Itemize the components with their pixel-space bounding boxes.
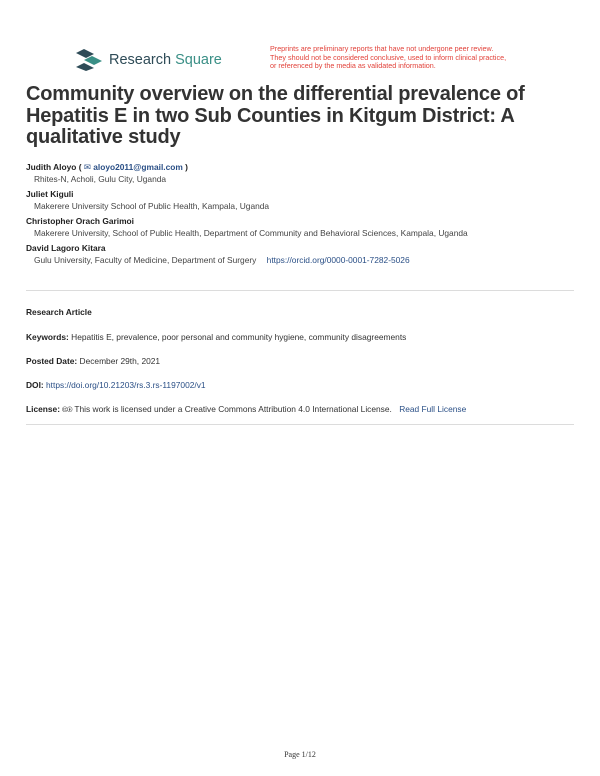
author-email-link[interactable]: aloyo2011@gmail.com <box>93 162 183 172</box>
author-affiliation <box>26 254 586 266</box>
article-type <box>26 307 586 318</box>
author-affiliation: Makerere University, School of Public Health, Department of Community and Behavioral Sciences, Kampala, Uganda <box>34 228 468 238</box>
disclaimer-line: They should not be considered conclusive, used to inform clinical practice, <box>270 52 507 62</box>
section-divider <box>26 290 574 291</box>
preprint-disclaimer <box>270 45 560 71</box>
author-affiliation: Rhites-N, Acholi, Gulu City, Uganda <box>34 174 167 184</box>
research-square-logo[interactable] <box>76 47 222 73</box>
email-icon: ✉ <box>83 162 91 172</box>
author-name: David Lagoro Kitara <box>26 243 106 253</box>
attribution-icon: 🅯 <box>67 405 73 414</box>
keywords-value: Hepatitis E, prevalence, poor personal and community hygiene, community disagreements <box>71 332 407 342</box>
article-type-label: Research Article <box>26 307 92 317</box>
author-affiliation-text: Gulu University, Faculty of Medicine, Department of Surgery <box>34 255 257 265</box>
author-name: Juliet Kiguli <box>26 189 74 199</box>
logo-word-square: Square <box>175 51 222 68</box>
orcid-link[interactable]: https://orcid.org/0000-0001-7282-5026 <box>266 255 410 265</box>
posted-date-row <box>26 356 586 367</box>
read-full-license-link[interactable]: Read Full License <box>399 404 467 414</box>
author-name <box>26 162 586 173</box>
doi-link[interactable]: https://doi.org/10.21203/rs.3.rs-1197002/v1 <box>46 380 206 390</box>
author-list <box>26 162 586 266</box>
research-square-logo-icon <box>76 49 102 71</box>
doi-row <box>26 380 586 391</box>
keywords-row <box>26 332 586 343</box>
logo-wordmark <box>109 53 222 68</box>
posted-date-label: Posted Date: <box>26 356 78 366</box>
logo-word-research: Research <box>109 51 172 68</box>
keywords-label: Keywords: <box>26 332 69 342</box>
license-text: This work is licensed under a Creative Commons Attribution 4.0 International License. <box>74 404 392 414</box>
paper-title: Community overview on the differential prevalence of Hepatitis E in two Sub Counties in Kitgum District: A qualitative study <box>26 83 525 148</box>
disclaimer-line: or referenced by the media as validated information. <box>270 61 436 71</box>
license-row <box>26 404 586 415</box>
posted-date-value: December 29th, 2021 <box>79 356 161 366</box>
author-email-group: ( ✉ aloyo2011@gmail.com ) <box>78 162 188 172</box>
creative-commons-icon: 🅭 <box>62 405 68 414</box>
license-label: License: <box>26 404 60 414</box>
disclaimer-line: Preprints are preliminary reports that have not undergone peer review. <box>270 44 494 53</box>
author-affiliation: Makerere University School of Public Health, Kampala, Uganda <box>34 201 270 211</box>
author-name-text: Judith Aloyo <box>26 162 77 172</box>
page-number: Page 1/12 <box>284 750 316 759</box>
author-name: Christopher Orach Garimoi <box>26 216 134 226</box>
doi-label: DOI: <box>26 380 44 390</box>
section-divider <box>26 424 574 425</box>
